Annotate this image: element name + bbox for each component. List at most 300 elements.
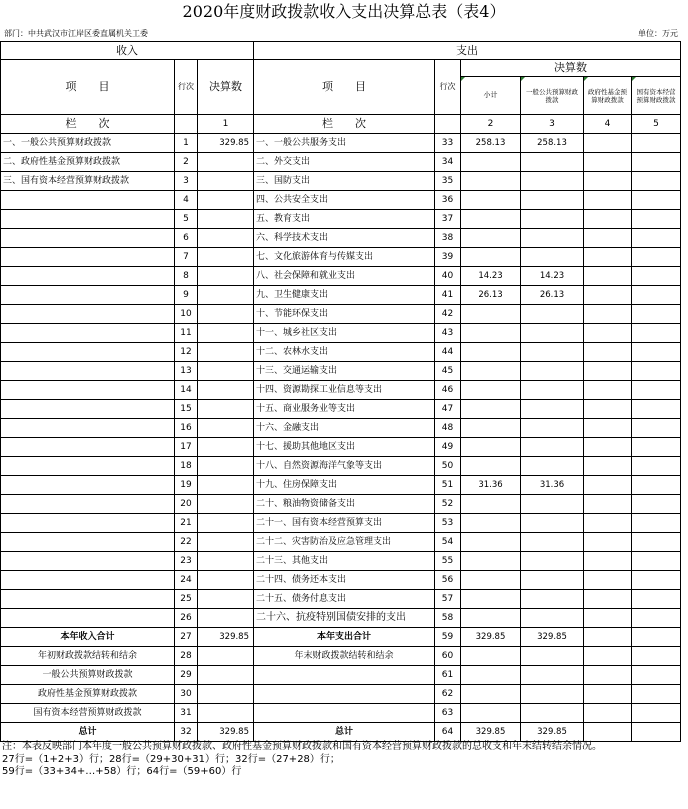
table-row (1, 609, 681, 628)
table-row (1, 438, 681, 457)
state-capital-value (632, 267, 681, 286)
gov-fund-value (584, 495, 632, 514)
income-amount (198, 248, 254, 267)
subtotal-value (461, 552, 521, 571)
state-capital-value (632, 381, 681, 400)
subtotal-value (461, 438, 521, 457)
year-total-expense-label: 本年支出合计 (254, 628, 435, 647)
col3-label: 3 (521, 115, 584, 134)
expense-row-no: 33 (435, 134, 461, 153)
subtotal-value (461, 362, 521, 381)
general-budget-value (521, 229, 584, 248)
expense-item-label: 七、文化旅游体育与传媒支出 (254, 248, 435, 267)
grand-total-state-capital (632, 723, 681, 742)
income-amount (198, 305, 254, 324)
income-amount (198, 362, 254, 381)
year-total-general-budget: 329.85 (521, 628, 584, 647)
expense-row-no: 41 (435, 286, 461, 305)
income-row-no: 25 (175, 590, 198, 609)
expense-item-label: 二十、粮油物资储备支出 (254, 495, 435, 514)
income-item-label (1, 324, 175, 343)
income-amount (198, 210, 254, 229)
carry-income-amount (198, 647, 254, 666)
grand-total-expense-row-no: 64 (435, 723, 461, 742)
subtotal-value (461, 457, 521, 476)
expense-item-label: 一、一般公共服务支出 (254, 134, 435, 153)
expense-item-label: 二十五、债务付息支出 (254, 590, 435, 609)
footnote-line: 59行=（33+34+…+58）行；64行=（59+60）行 (2, 766, 242, 777)
carry-income-row-no: 31 (175, 704, 198, 723)
gov-fund-value (584, 438, 632, 457)
carry-income-amount (198, 685, 254, 704)
income-item-label (1, 571, 175, 590)
gov-fund-value (584, 153, 632, 172)
income-amount (198, 609, 254, 628)
carry-income-label: 年初财政拨款结转和结余 (1, 647, 175, 666)
budget-table (0, 41, 681, 742)
expense-item-label: 二十六、抗疫特别国债安排的支出 (254, 609, 435, 628)
expense-row-no: 44 (435, 343, 461, 362)
income-item-label (1, 381, 175, 400)
gov-fund-value (584, 419, 632, 438)
income-amount (198, 191, 254, 210)
state-capital-value (632, 134, 681, 153)
expense-item-label: 十七、援助其他地区支出 (254, 438, 435, 457)
expense-row-no: 50 (435, 457, 461, 476)
income-row-no: 18 (175, 457, 198, 476)
table-row (1, 533, 681, 552)
carry-subtotal (461, 685, 521, 704)
expense-row-no: 55 (435, 552, 461, 571)
general-budget-value (521, 419, 584, 438)
income-amount (198, 495, 254, 514)
carry-income-label: 一般公共预算财政拨款 (1, 666, 175, 685)
income-item-label (1, 343, 175, 362)
income-amount (198, 286, 254, 305)
carry-row (1, 685, 681, 704)
income-amount (198, 514, 254, 533)
gov-fund-value (584, 457, 632, 476)
income-column-label: 栏 次 (1, 115, 175, 134)
income-item-label: 一、一般公共预算财政拨款 (1, 134, 175, 153)
carry-income-row-no: 28 (175, 647, 198, 666)
grand-total-expense-label: 总计 (254, 723, 435, 742)
gov-fund-value (584, 362, 632, 381)
subtotal-value (461, 172, 521, 191)
expense-item-label: 十二、农林水支出 (254, 343, 435, 362)
report-title: 2020年度财政拨款收入支出决算总表（表4） (182, 2, 506, 21)
table-row (1, 552, 681, 571)
expense-row-no: 38 (435, 229, 461, 248)
state-capital-value (632, 324, 681, 343)
general-budget-value: 258.13 (521, 134, 584, 153)
general-budget-value (521, 590, 584, 609)
gov-fund-value (584, 514, 632, 533)
general-budget-value: 26.13 (521, 286, 584, 305)
state-capital-value (632, 191, 681, 210)
general-budget-value (521, 172, 584, 191)
expense-row-no: 39 (435, 248, 461, 267)
table-row (1, 476, 681, 495)
subtotal-value (461, 191, 521, 210)
gov-fund-value (584, 476, 632, 495)
general-budget-value (521, 495, 584, 514)
gov-fund-value (584, 191, 632, 210)
expense-row-no: 56 (435, 571, 461, 590)
table-row (1, 514, 681, 533)
income-amount (198, 552, 254, 571)
carry-expense-label: 年末财政拨款结转和结余 (254, 647, 435, 666)
general-budget-value (521, 305, 584, 324)
income-row-no: 17 (175, 438, 198, 457)
grand-total-general-budget: 329.85 (521, 723, 584, 742)
carry-row (1, 666, 681, 685)
col2-label: 2 (461, 115, 521, 134)
subtotal-value: 26.13 (461, 286, 521, 305)
expense-row-no: 37 (435, 210, 461, 229)
income-row-no: 14 (175, 381, 198, 400)
state-capital-value (632, 400, 681, 419)
state-capital-value (632, 609, 681, 628)
gov-fund-value (584, 400, 632, 419)
expense-row-no: 35 (435, 172, 461, 191)
income-row-no: 10 (175, 305, 198, 324)
state-capital-value (632, 438, 681, 457)
year-total-income-row-no: 27 (175, 628, 198, 647)
table-row (1, 248, 681, 267)
footnote-line: 注：本表反映部门本年度一般公共预算财政拨款、政府性基金预算财政拨款和国有资本经营预算财政拨款的总收支和年末结转结余情况。 (2, 741, 602, 752)
subtotal-value (461, 229, 521, 248)
expense-row-no: 57 (435, 590, 461, 609)
state-capital-value (632, 343, 681, 362)
subtotal-value (461, 571, 521, 590)
general-budget-value (521, 514, 584, 533)
income-amount (198, 419, 254, 438)
income-item-label (1, 419, 175, 438)
expense-item-label: 二十一、国有资本经营预算支出 (254, 514, 435, 533)
income-row-no: 21 (175, 514, 198, 533)
income-row-no-header: 行次 (175, 60, 198, 115)
income-row-no: 7 (175, 248, 198, 267)
expense-item-label: 二十三、其他支出 (254, 552, 435, 571)
income-amount (198, 533, 254, 552)
general-budget-value (521, 571, 584, 590)
subtotal-value (461, 514, 521, 533)
state-capital-value (632, 476, 681, 495)
carry-gov-fund (584, 647, 632, 666)
expense-row-no-header: 行次 (435, 60, 461, 115)
state-capital-value (632, 248, 681, 267)
expense-item-label: 十四、资源勘探工业信息等支出 (254, 381, 435, 400)
expense-row-no: 45 (435, 362, 461, 381)
income-row-no: 4 (175, 191, 198, 210)
income-amount (198, 229, 254, 248)
expense-item-label: 八、社会保障和就业支出 (254, 267, 435, 286)
year-total-subtotal: 329.85 (461, 628, 521, 647)
income-item-label (1, 438, 175, 457)
gov-fund-value (584, 286, 632, 305)
income-row-no: 23 (175, 552, 198, 571)
subtotal-value (461, 210, 521, 229)
carry-subtotal (461, 666, 521, 685)
income-row-no: 20 (175, 495, 198, 514)
expense-item-label: 十一、城乡社区支出 (254, 324, 435, 343)
general-budget-header: 一般公共预算财政拨款 (521, 77, 584, 115)
total-row (1, 723, 681, 742)
unit-label: 单位：万元 (638, 29, 678, 38)
income-amount (198, 400, 254, 419)
state-capital-value (632, 495, 681, 514)
state-capital-value (632, 286, 681, 305)
table-row (1, 590, 681, 609)
gov-fund-value (584, 172, 632, 191)
expense-item-label: 五、教育支出 (254, 210, 435, 229)
footnote (2, 741, 686, 779)
state-capital-value (632, 172, 681, 191)
income-row-no: 5 (175, 210, 198, 229)
general-budget-value (521, 609, 584, 628)
income-row-no: 9 (175, 286, 198, 305)
carry-gov-fund (584, 704, 632, 723)
general-budget-value (521, 457, 584, 476)
expense-amount-header: 决算数 (461, 60, 681, 77)
general-budget-value (521, 533, 584, 552)
subtotal-value (461, 590, 521, 609)
expense-item-label: 十九、住房保障支出 (254, 476, 435, 495)
general-budget-value (521, 153, 584, 172)
income-row-no: 11 (175, 324, 198, 343)
expense-item-label: 十、节能环保支出 (254, 305, 435, 324)
subtotal-header: 小计 (461, 77, 521, 115)
income-item-label (1, 286, 175, 305)
income-row-no: 13 (175, 362, 198, 381)
table-row (1, 571, 681, 590)
expense-item-label: 二、外交支出 (254, 153, 435, 172)
income-item-label (1, 514, 175, 533)
gov-fund-value (584, 533, 632, 552)
table-row (1, 153, 681, 172)
carry-gov-fund (584, 666, 632, 685)
income-row-no: 12 (175, 343, 198, 362)
income-row-no: 2 (175, 153, 198, 172)
carry-expense-row-no: 63 (435, 704, 461, 723)
income-amount (198, 267, 254, 286)
expense-item-header: 项 目 (254, 60, 435, 115)
footnote-line: 27行=（1+2+3）行；28行=（29+30+31）行；32行=（27+28）行； (2, 753, 340, 765)
state-capital-value (632, 457, 681, 476)
income-amount (198, 590, 254, 609)
expense-item-label: 十三、交通运输支出 (254, 362, 435, 381)
general-budget-value: 14.23 (521, 267, 584, 286)
general-budget-value (521, 210, 584, 229)
subtotal-value (461, 343, 521, 362)
general-budget-value (521, 362, 584, 381)
carry-income-amount (198, 704, 254, 723)
income-item-label (1, 400, 175, 419)
expense-item-label: 六、科学技术支出 (254, 229, 435, 248)
subtotal-value (461, 533, 521, 552)
state-capital-header: 国有资本经营预算财政拨款 (632, 77, 681, 115)
table-row (1, 362, 681, 381)
income-amount (198, 324, 254, 343)
gov-fund-value (584, 210, 632, 229)
state-capital-value (632, 305, 681, 324)
income-amount (198, 457, 254, 476)
income-row-no: 22 (175, 533, 198, 552)
col1-label: 1 (198, 115, 254, 134)
income-item-label (1, 609, 175, 628)
table-row (1, 343, 681, 362)
expense-row-no: 40 (435, 267, 461, 286)
general-budget-value (521, 400, 584, 419)
gov-fund-value (584, 343, 632, 362)
expense-item-label: 二十二、灾害防治及应急管理支出 (254, 533, 435, 552)
expense-row-no: 58 (435, 609, 461, 628)
income-row-no: 26 (175, 609, 198, 628)
grand-total-income-label: 总计 (1, 723, 175, 742)
department-label: 部门：中共武汉市江岸区委直属机关工委 (4, 29, 148, 38)
income-item-label (1, 552, 175, 571)
income-item-label (1, 267, 175, 286)
income-item-label (1, 248, 175, 267)
grand-total-income-amount: 329.85 (198, 723, 254, 742)
carry-general-budget (521, 685, 584, 704)
expense-row-no: 46 (435, 381, 461, 400)
gov-fund-value (584, 267, 632, 286)
income-item-label (1, 305, 175, 324)
income-row-no: 19 (175, 476, 198, 495)
col5-label: 5 (632, 115, 681, 134)
income-amount (198, 438, 254, 457)
income-row-no: 1 (175, 134, 198, 153)
subtotal-value (461, 153, 521, 172)
carry-expense-row-no: 60 (435, 647, 461, 666)
expense-row-no: 51 (435, 476, 461, 495)
year-total-income-label: 本年收入合计 (1, 628, 175, 647)
table-row (1, 419, 681, 438)
gov-fund-value (584, 305, 632, 324)
expense-item-label: 四、公共安全支出 (254, 191, 435, 210)
subtotal-value (461, 419, 521, 438)
expense-item-label: 十五、商业服务业等支出 (254, 400, 435, 419)
expense-item-label: 九、卫生健康支出 (254, 286, 435, 305)
income-row-no: 6 (175, 229, 198, 248)
col4-label: 4 (584, 115, 632, 134)
gov-fund-value (584, 324, 632, 343)
gov-fund-value (584, 571, 632, 590)
income-row-no: 24 (175, 571, 198, 590)
gov-fund-value (584, 134, 632, 153)
table-row (1, 134, 681, 153)
income-item-label (1, 457, 175, 476)
subtotal-value (461, 305, 521, 324)
carry-expense-row-no: 62 (435, 685, 461, 704)
carry-income-label: 政府性基金预算财政拨款 (1, 685, 175, 704)
income-item-label (1, 191, 175, 210)
table-row (1, 267, 681, 286)
gov-fund-value (584, 609, 632, 628)
state-capital-value (632, 514, 681, 533)
expense-row-no: 49 (435, 438, 461, 457)
income-amount (198, 153, 254, 172)
carry-income-amount (198, 666, 254, 685)
table-row (1, 172, 681, 191)
carry-income-row-no: 29 (175, 666, 198, 685)
subtotal-value: 14.23 (461, 267, 521, 286)
expense-row-no: 43 (435, 324, 461, 343)
income-item-label: 二、政府性基金预算财政拨款 (1, 153, 175, 172)
expense-row-no: 54 (435, 533, 461, 552)
grand-total-income-row-no: 32 (175, 723, 198, 742)
grand-total-subtotal: 329.85 (461, 723, 521, 742)
income-amount (198, 476, 254, 495)
carry-row (1, 647, 681, 666)
subtotal-value: 258.13 (461, 134, 521, 153)
general-budget-value (521, 552, 584, 571)
carry-general-budget (521, 704, 584, 723)
expense-column-no (435, 115, 461, 134)
income-item-label (1, 362, 175, 381)
expense-row-no: 52 (435, 495, 461, 514)
state-capital-value (632, 571, 681, 590)
expense-row-no: 42 (435, 305, 461, 324)
carry-general-budget (521, 647, 584, 666)
income-row-no: 15 (175, 400, 198, 419)
expense-row-no: 34 (435, 153, 461, 172)
subtotal-value (461, 400, 521, 419)
income-item-label (1, 533, 175, 552)
table-row (1, 457, 681, 476)
income-item-label (1, 210, 175, 229)
general-budget-value: 31.36 (521, 476, 584, 495)
income-item-header: 项 目 (1, 60, 175, 115)
state-capital-value (632, 419, 681, 438)
table-row (1, 210, 681, 229)
income-item-label (1, 495, 175, 514)
expense-item-label: 十六、金融支出 (254, 419, 435, 438)
income-row-no: 8 (175, 267, 198, 286)
state-capital-value (632, 552, 681, 571)
income-item-label (1, 229, 175, 248)
general-budget-value (521, 191, 584, 210)
state-capital-value (632, 229, 681, 248)
expense-row-no: 53 (435, 514, 461, 533)
table-row (1, 229, 681, 248)
income-item-label (1, 590, 175, 609)
carry-state-capital (632, 647, 681, 666)
income-row-no: 16 (175, 419, 198, 438)
expense-column-label: 栏 次 (254, 115, 435, 134)
carry-subtotal (461, 704, 521, 723)
carry-expense-row-no: 61 (435, 666, 461, 685)
expense-item-label: 十八、自然资源海洋气象等支出 (254, 457, 435, 476)
carry-expense-label (254, 704, 435, 723)
carry-general-budget (521, 666, 584, 685)
income-row-no: 3 (175, 172, 198, 191)
state-capital-value (632, 590, 681, 609)
carry-state-capital (632, 685, 681, 704)
subtotal-value (461, 248, 521, 267)
income-amount: 329.85 (198, 134, 254, 153)
subtotal-value: 31.36 (461, 476, 521, 495)
year-total-expense-row-no: 59 (435, 628, 461, 647)
income-amount (198, 381, 254, 400)
carry-state-capital (632, 666, 681, 685)
table-row (1, 286, 681, 305)
grand-total-gov-fund (584, 723, 632, 742)
general-budget-value (521, 248, 584, 267)
expense-row-no: 47 (435, 400, 461, 419)
